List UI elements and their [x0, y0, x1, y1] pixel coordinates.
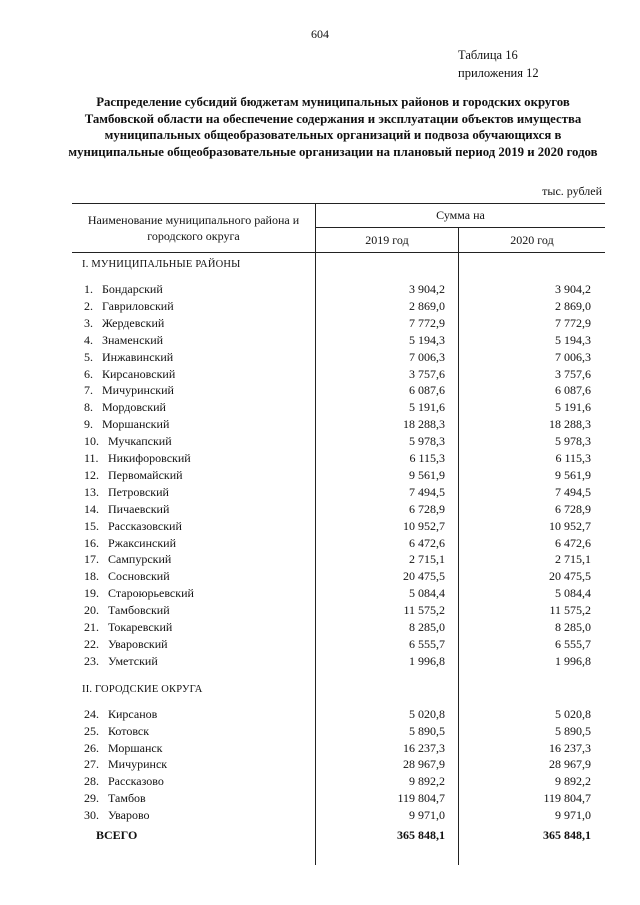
row-name: Инжавинский [102, 349, 174, 364]
document-title: Распределение субсидий бюджетам муниципальных районов и городских округов Тамбовской области на обеспечение содержания и эксплуатации объектов имущества муниципальных общеобразовательных организаций и подвоза обучающихся в муниципальные общеобразовательные организации на плановый период 2019 и 2020 годов [68, 95, 598, 159]
row-value-2019: 119 804,7 [397, 791, 445, 806]
row-value-2020: 3 757,6 [555, 366, 591, 381]
row-value-2020: 6 555,7 [555, 636, 591, 651]
table-row [72, 568, 605, 585]
row-value-2019: 1 996,8 [409, 653, 445, 668]
row-name: Сампурский [108, 552, 172, 567]
total-2019: 365 848,1 [397, 828, 445, 842]
row-value-2020: 5 191,6 [555, 400, 591, 415]
row-number: 9. [84, 417, 93, 432]
row-value-2019: 20 475,5 [403, 569, 445, 584]
row-number: 16. [84, 535, 99, 550]
row-name: Котовск [108, 723, 150, 738]
table-row [72, 281, 605, 298]
row-value-2019: 5 084,4 [409, 586, 445, 601]
row-value-2019: 2 869,0 [409, 298, 445, 313]
row-value-2020: 9 971,0 [555, 808, 591, 823]
row-value-2019: 9 892,2 [409, 774, 445, 789]
row-name: Гавриловский [102, 298, 174, 313]
table-row [72, 467, 605, 484]
row-value-2020: 7 006,3 [555, 349, 591, 364]
row-number: 21. [84, 620, 99, 634]
row-name: Бондарский [102, 282, 163, 296]
row-name: Первомайский [108, 467, 183, 482]
table-row [72, 332, 605, 349]
table-row [72, 756, 605, 773]
table-row [72, 706, 605, 723]
row-number: 13. [84, 484, 99, 499]
row-name: Кирсанов [108, 706, 158, 721]
row-value-2020: 5 890,5 [555, 723, 591, 738]
table-row [72, 484, 605, 501]
row-name: Моршанский [102, 417, 170, 432]
section-title: II. ГОРОДСКИЕ ОКРУГА [82, 683, 203, 695]
units-label: тыс. рублей [542, 184, 602, 198]
row-number: 7. [84, 383, 93, 398]
row-name: Ржаксинский [108, 535, 176, 550]
row-value-2020: 5 020,8 [555, 706, 591, 721]
row-name: Уваровский [108, 636, 168, 651]
table-ref-line2: приложения 12 [458, 66, 539, 80]
row-name: Уметский [108, 653, 158, 668]
row-number: 18. [84, 569, 99, 584]
row-number: 11. [84, 451, 99, 465]
subsidy-table [72, 203, 605, 865]
row-value-2019: 6 472,6 [409, 535, 445, 550]
row-number: 30. [84, 808, 99, 823]
row-name: Никифоровский [108, 451, 191, 465]
row-value-2019: 5 978,3 [409, 434, 445, 449]
table-row [72, 636, 605, 653]
row-value-2020: 16 237,3 [549, 740, 591, 755]
table-row [72, 298, 605, 315]
table-row [72, 416, 605, 433]
row-name: Моршанск [108, 740, 163, 755]
table-row [72, 807, 605, 824]
table-row [72, 501, 605, 518]
table-row [72, 723, 605, 740]
row-number: 28. [84, 774, 99, 789]
row-name: Мордовский [102, 400, 166, 415]
row-number: 8. [84, 400, 93, 415]
row-value-2019: 5 020,8 [409, 706, 445, 721]
table-row [72, 433, 605, 450]
row-value-2020: 11 575,2 [549, 603, 591, 618]
row-name: Токаревский [108, 620, 173, 634]
row-value-2020: 5 978,3 [555, 434, 591, 449]
row-value-2020: 5 194,3 [555, 332, 591, 347]
table-row [72, 790, 605, 807]
row-value-2019: 2 715,1 [409, 552, 445, 567]
table-row [72, 366, 605, 383]
table-row [72, 653, 605, 670]
row-value-2020: 7 772,9 [555, 315, 591, 330]
row-number: 26. [84, 740, 99, 755]
table-row [72, 740, 605, 757]
row-value-2020: 10 952,7 [549, 518, 591, 533]
row-value-2020: 5 084,4 [555, 586, 591, 601]
row-value-2020: 2 715,1 [555, 552, 591, 567]
row-name: Рассказовский [108, 518, 182, 533]
header-year-2020: 2020 год [510, 233, 554, 247]
header-sum-column: Сумма на [316, 204, 605, 228]
row-value-2019: 8 285,0 [409, 620, 445, 634]
table-row [72, 602, 605, 619]
table-row [72, 349, 605, 366]
page-number: 604 [311, 27, 329, 41]
row-value-2020: 8 285,0 [555, 620, 591, 634]
row-name: Петровский [108, 484, 169, 499]
row-number: 15. [84, 518, 99, 533]
table-row [72, 585, 605, 602]
table-reference [458, 46, 539, 82]
header-year-2019: 2019 год [316, 228, 459, 252]
row-value-2020: 20 475,5 [549, 569, 591, 584]
row-value-2019: 28 967,9 [403, 757, 445, 772]
row-value-2019: 9 561,9 [409, 467, 445, 482]
row-value-2019: 5 191,6 [409, 400, 445, 415]
row-number: 17. [84, 552, 99, 567]
row-value-2019: 5 890,5 [409, 723, 445, 738]
row-name: Мичуринский [102, 383, 174, 398]
row-number: 5. [84, 349, 93, 364]
row-number: 10. [84, 434, 99, 449]
row-number: 6. [84, 366, 93, 381]
row-value-2020: 6 728,9 [555, 501, 591, 516]
row-number: 14. [84, 501, 99, 516]
row-number: 2. [84, 298, 93, 313]
row-number: 25. [84, 723, 99, 738]
row-value-2020: 28 967,9 [549, 757, 591, 772]
row-name: Староюрьевский [108, 586, 194, 601]
row-value-2020: 119 804,7 [543, 791, 591, 806]
row-value-2019: 7 772,9 [409, 315, 445, 330]
table-row [72, 315, 605, 332]
row-number: 3. [84, 315, 93, 330]
row-name: Рассказово [108, 774, 164, 789]
row-number: 4. [84, 332, 93, 347]
header-name-column: Наименование муниципального района и городского округа [72, 204, 316, 252]
table-row [72, 551, 605, 568]
row-value-2020: 6 115,3 [555, 451, 591, 465]
row-name: Мичуринск [108, 757, 168, 772]
table-row [72, 399, 605, 416]
row-name: Сосновский [108, 569, 170, 584]
row-value-2019: 3 757,6 [409, 366, 445, 381]
table-header [72, 203, 605, 253]
row-value-2019: 18 288,3 [403, 417, 445, 432]
row-value-2020: 1 996,8 [555, 653, 591, 668]
row-number: 29. [84, 791, 99, 806]
table-row [72, 535, 605, 552]
row-value-2019: 11 575,2 [403, 603, 445, 618]
row-number: 24. [84, 706, 99, 721]
row-value-2019: 6 555,7 [409, 636, 445, 651]
row-value-2019: 7 494,5 [409, 484, 445, 499]
row-value-2019: 3 904,2 [409, 282, 445, 296]
row-name: Знаменский [102, 332, 164, 347]
table-row [72, 773, 605, 790]
table-row [72, 518, 605, 535]
row-value-2019: 16 237,3 [403, 740, 445, 755]
row-value-2020: 3 904,2 [555, 282, 591, 296]
row-name: Тамбов [108, 791, 146, 806]
row-value-2019: 10 952,7 [403, 518, 445, 533]
total-2020: 365 848,1 [543, 828, 591, 842]
row-value-2020: 18 288,3 [549, 417, 591, 432]
row-value-2020: 6 472,6 [555, 535, 591, 550]
row-value-2019: 7 006,3 [409, 349, 445, 364]
total-row [72, 825, 605, 845]
row-value-2019: 6 087,6 [409, 383, 445, 398]
row-name: Пичаевский [108, 501, 170, 516]
row-number: 22. [84, 636, 99, 651]
table-row [72, 619, 605, 636]
row-number: 23. [84, 653, 99, 668]
row-number: 12. [84, 467, 99, 482]
row-value-2020: 6 087,6 [555, 383, 591, 398]
section-title: I. МУНИЦИПАЛЬНЫЕ РАЙОНЫ [82, 259, 241, 270]
row-value-2020: 9 561,9 [555, 467, 591, 482]
row-name: Жердевский [102, 315, 165, 330]
row-name: Тамбовский [108, 603, 170, 618]
row-name: Мучкапский [108, 434, 172, 449]
total-label: ВСЕГО [96, 828, 138, 842]
row-number: 27. [84, 757, 99, 772]
row-name: Уварово [108, 808, 150, 823]
row-value-2019: 5 194,3 [409, 332, 445, 347]
table-row [72, 450, 605, 467]
row-name: Кирсановский [102, 366, 176, 381]
row-value-2019: 6 728,9 [409, 501, 445, 516]
row-number: 19. [84, 586, 99, 601]
row-value-2019: 9 971,0 [409, 808, 445, 823]
table-ref-line1: Таблица 16 [458, 48, 518, 62]
table-row [72, 382, 605, 399]
row-value-2020: 7 494,5 [555, 484, 591, 499]
row-value-2020: 9 892,2 [555, 774, 591, 789]
row-number: 1. [84, 282, 93, 296]
row-value-2020: 2 869,0 [555, 298, 591, 313]
row-number: 20. [84, 603, 99, 618]
table-body [72, 253, 605, 865]
row-value-2019: 6 115,3 [409, 451, 445, 465]
